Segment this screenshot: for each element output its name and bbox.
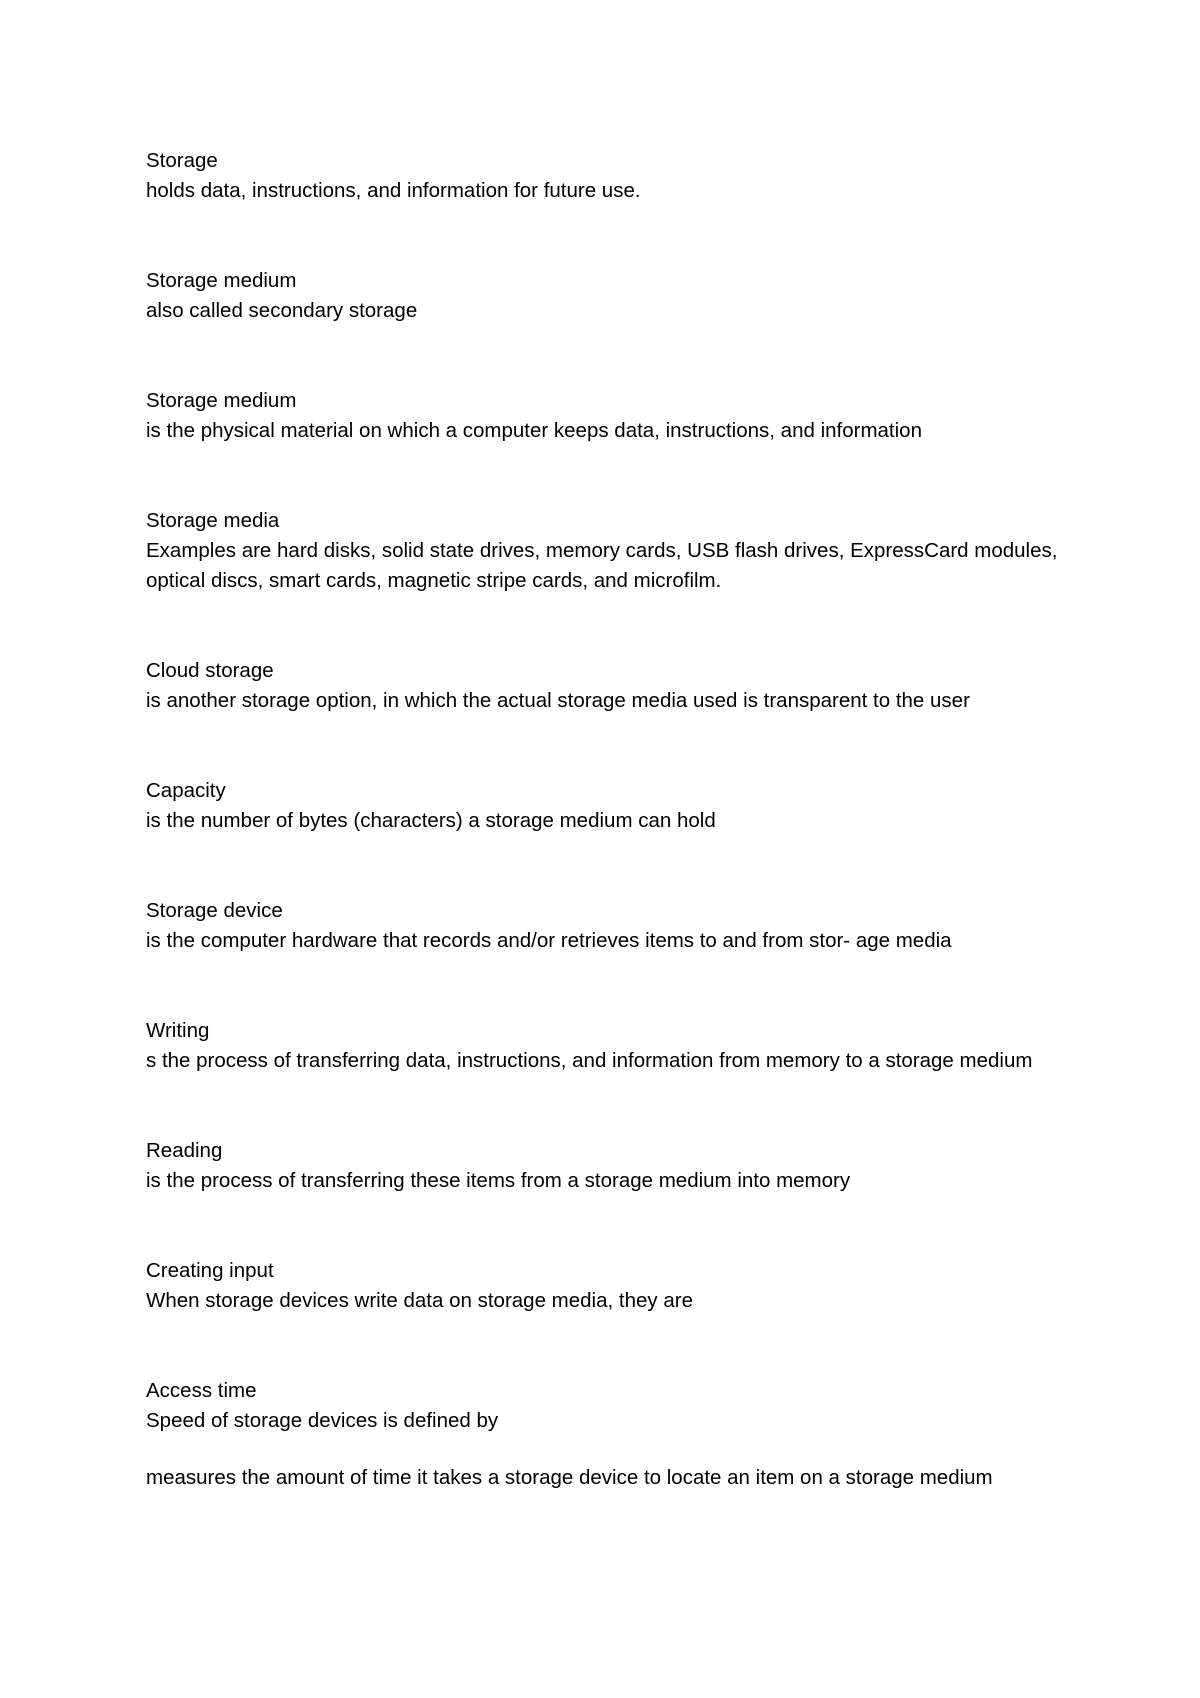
entry-term: Storage medium: [146, 389, 297, 412]
entry-definition: Speed of storage devices is defined by: [146, 1409, 499, 1432]
entry-definition: is the physical material on which a computer keeps data, instructions, and information: [146, 419, 922, 442]
glossary-entry: [146, 1016, 1076, 1076]
entry-term: Writing: [146, 1019, 210, 1042]
entry-definition: is the process of transferring these items from a storage medium into memory: [146, 1169, 851, 1192]
entry-term: Access time: [146, 1379, 257, 1402]
glossary-entry: [146, 1136, 1076, 1196]
entry-definition: is the number of bytes (characters) a storage medium can hold: [146, 809, 716, 832]
entry-term: Storage device: [146, 899, 283, 922]
entry-term: Capacity: [146, 779, 226, 802]
entry-term: Reading: [146, 1139, 223, 1162]
glossary-entry: [146, 266, 1076, 326]
entry-extra-definition: measures the amount of time it takes a storage device to locate an item on a storage medium: [146, 1466, 993, 1489]
entry-definition: Examples are hard disks, solid state drives, memory cards, USB flash drives, ExpressCard modules, optical discs, smart cards, magnetic stripe cards, and microfilm.: [146, 539, 1058, 592]
glossary-entry: [146, 896, 1076, 956]
entry-definition: also called secondary storage: [146, 299, 418, 322]
glossary-entry: [146, 146, 1076, 206]
entry-definition: holds data, instructions, and information for future use.: [146, 179, 641, 202]
entry-term: Creating input: [146, 1259, 274, 1282]
glossary-entry: [146, 506, 1076, 596]
entry-definition: is another storage option, in which the actual storage media used is transparent to the user: [146, 689, 970, 712]
glossary-entry: [146, 1256, 1076, 1316]
entry-definition: is the computer hardware that records and/or retrieves items to and from stor- age media: [146, 929, 952, 952]
entry-term: Cloud storage: [146, 659, 274, 682]
entry-term: Storage medium: [146, 269, 297, 292]
entry-definition: s the process of transferring data, instructions, and information from memory to a storage medium: [146, 1049, 1033, 1072]
glossary-entry: [146, 776, 1076, 836]
entry-term: Storage media: [146, 509, 280, 532]
glossary-entry: [146, 386, 1076, 446]
glossary: [146, 146, 1076, 1553]
entry-definition: When storage devices write data on storage media, they are: [146, 1289, 693, 1312]
glossary-entry: [146, 656, 1076, 716]
glossary-entry: [146, 1376, 1076, 1493]
entry-term: Storage: [146, 149, 218, 172]
